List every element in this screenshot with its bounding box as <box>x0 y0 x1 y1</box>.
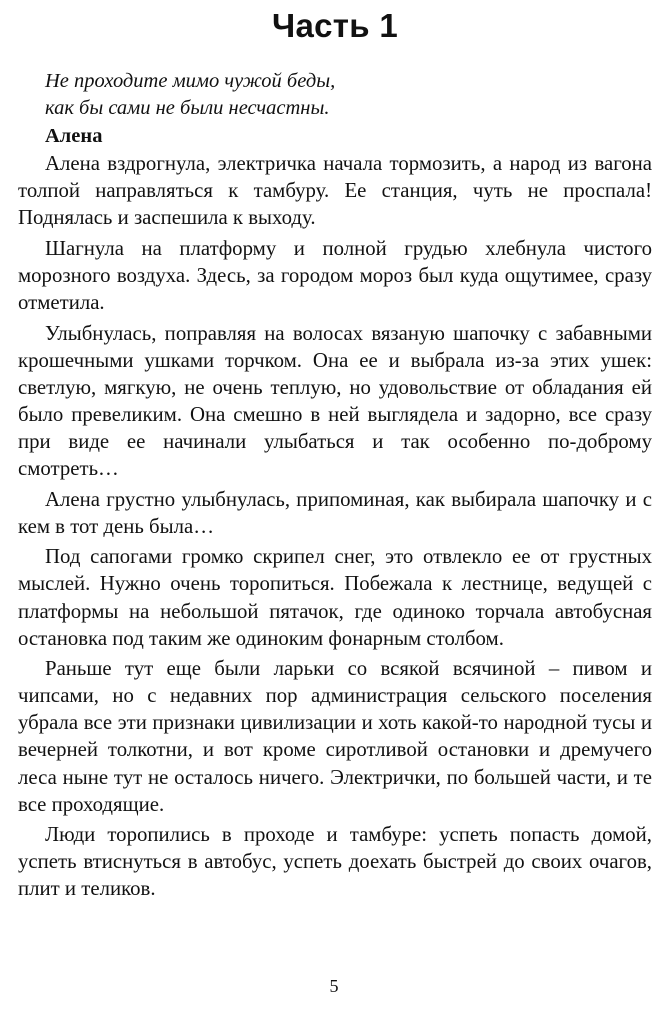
paragraph: Алена грустно улыбнулась, припоминая, как выбирала шапочку и с кем в тот день была… <box>18 487 652 538</box>
book-page <box>18 0 652 903</box>
epigraph-line: как бы сами не были несчастны. <box>45 97 330 119</box>
paragraph: Улыбнулась, поправляя на волосах вязаную шапочку с забавными крошечными ушками торчком. Она ее и выбрала из-за этих ушек: светлую, мягкую, не очень теплую, но удовольствие от обладания ей было превеликим. Она смешно в ней выглядела и задорно, все сразу при виде ее начинали улыбаться и так особенно по-доброму смотреть… <box>18 321 652 481</box>
paragraph: Раньше тут еще были ларьки со всякой всячиной – пивом и чипсами, но с недавних пор администрация сельского поселения убрала все эти признаки цивилизации и хоть какой-то народной тусы и вечерней толкотни, и вот кроме сиротливой остановки и дремучего леса ныне тут не осталось ничего. Электрички, по большей части, и те все проходящие. <box>18 657 652 816</box>
epigraph-line: Не проходите мимо чужой беды, <box>45 70 336 92</box>
paragraph: Шагнула на платформу и полной грудью хлебнула чистого морозного воздуха. Здесь, за городом мороз был куда ощутимее, сразу отметила. <box>18 236 652 314</box>
paragraph: Алена вздрогнула, электричка начала тормозить, а народ из вагона толпой направляться к тамбуру. Ее станция, чуть не проспала! Поднялась и заспешила к выходу. <box>18 152 652 230</box>
paragraph: Люди торопились в проходе и тамбуре: успеть попасть домой, успеть втиснуться в автобус, успеть доехать быстрей до своих очагов, плит и теликов. <box>18 823 652 901</box>
page-number: 5 <box>329 976 339 996</box>
chapter-heading: Алена <box>45 125 103 147</box>
paragraph: Под сапогами громко скрипел снег, это отвлекло ее от грустных мыслей. Нужно очень торопиться. Побежала к лестнице, ведущей с платформы на небольшой пятачок, где одиноко торчала автобусная остановка под таким же одиноким фонарным столбом. <box>18 545 652 650</box>
part-title: Часть 1 <box>272 7 398 44</box>
epigraph <box>45 68 652 122</box>
body-text <box>18 150 652 903</box>
